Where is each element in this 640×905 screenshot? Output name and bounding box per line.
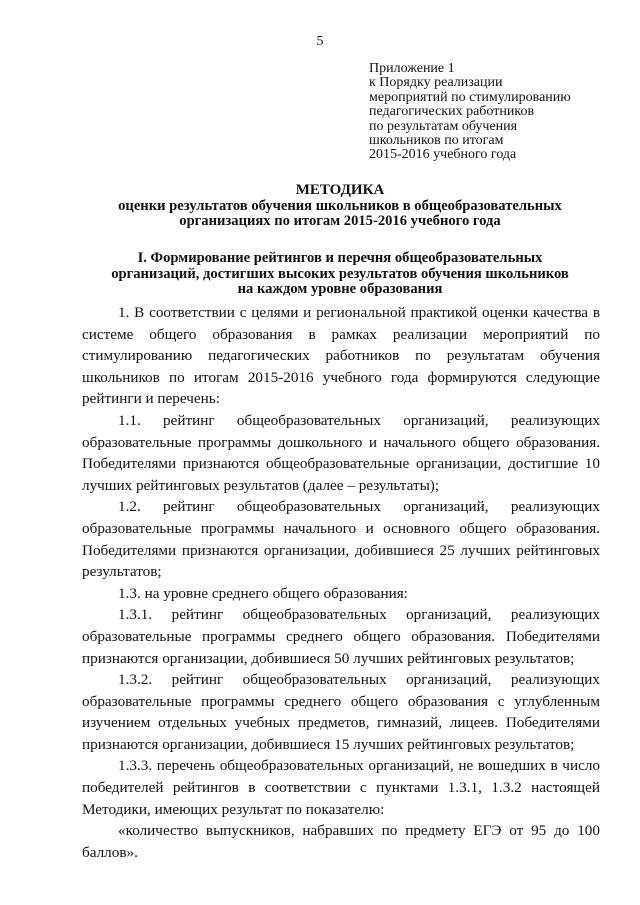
paragraph: 1.3.3. перечень общеобразовательных организаций, не вошедших в число победителей рейтингов в соответствии с пунктами 1.3.1, 1.3.2 настоящей Методики, имеющих результат по показателю: [82, 757, 600, 818]
document-body [82, 302, 600, 863]
page-number: 5 [316, 34, 324, 49]
paragraph: «количество выпускников, набравших по предмету ЕГЭ от 95 до 100 баллов». [82, 822, 600, 861]
paragraph: 1.3.1. рейтинг общеобразовательных организаций, реализующих образовательные программы среднего общего образования. Победителями признаются организации, добившиеся 50 лучших рейтинговых результатов; [82, 606, 600, 667]
section-heading-line: на каждом уровне образования [237, 281, 443, 298]
section-heading-line: I. Формирование рейтингов и перечня общеобразовательных [137, 250, 543, 266]
paragraph: 1. В соответствии с целями и региональной практикой оценки качества в системе общего образования в рамках реализации мероприятий по стимулированию педагогических работников по результатам обучения школьников по итогам 2015-2016 учебного года формируются следующие рейтинги и перечень: [82, 304, 600, 408]
annex-line: педагогических работников [369, 104, 535, 120]
paragraph: 1.2. рейтинг общеобразовательных организаций, реализующих образовательные программы начального и основного общего образования. Победителями признаются организации, добившиеся 25 лучших рейтинговых результатов; [82, 498, 600, 581]
title-line: организациях по итогам 2015-2016 учебного года [179, 213, 501, 230]
title-line: оценки результатов обучения школьников в общеобразовательных [118, 197, 562, 214]
annex-line: школьников по итогам [369, 133, 504, 149]
annex-line: мероприятий по стимулированию [369, 89, 571, 105]
title-heading: МЕТОДИКА [295, 182, 385, 198]
paragraph: 1.1. рейтинг общеобразовательных организаций, реализующих образовательные программы дошкольного и начального общего образования. Победителями признаются общеобразовательные организации, достигшие 10 лучших рейтинговых результатов (далее – результаты); [82, 411, 600, 494]
annex-line: Приложение 1 [369, 61, 455, 76]
annex-line: по результатам обучения [369, 118, 518, 134]
annex-line: к Порядку реализации [369, 75, 503, 91]
paragraph: 1.3.2. рейтинг общеобразовательных организаций, реализующих образовательные программы среднего общего образования с углубленным изучением отдельных учебных предметов, гимназий, лицеев. Победителями признаются организации, добившиеся 15 лучших рейтинговых результатов; [82, 671, 600, 753]
section-heading [60, 251, 620, 298]
annex-block [369, 62, 629, 163]
section-heading-line: организаций, достигших высоких результатов обучения школьников [111, 265, 569, 282]
document-title [40, 183, 640, 230]
annex-line: 2015-2016 учебного года [369, 147, 517, 163]
paragraph: 1.3. на уровне среднего общего образования: [118, 584, 408, 602]
